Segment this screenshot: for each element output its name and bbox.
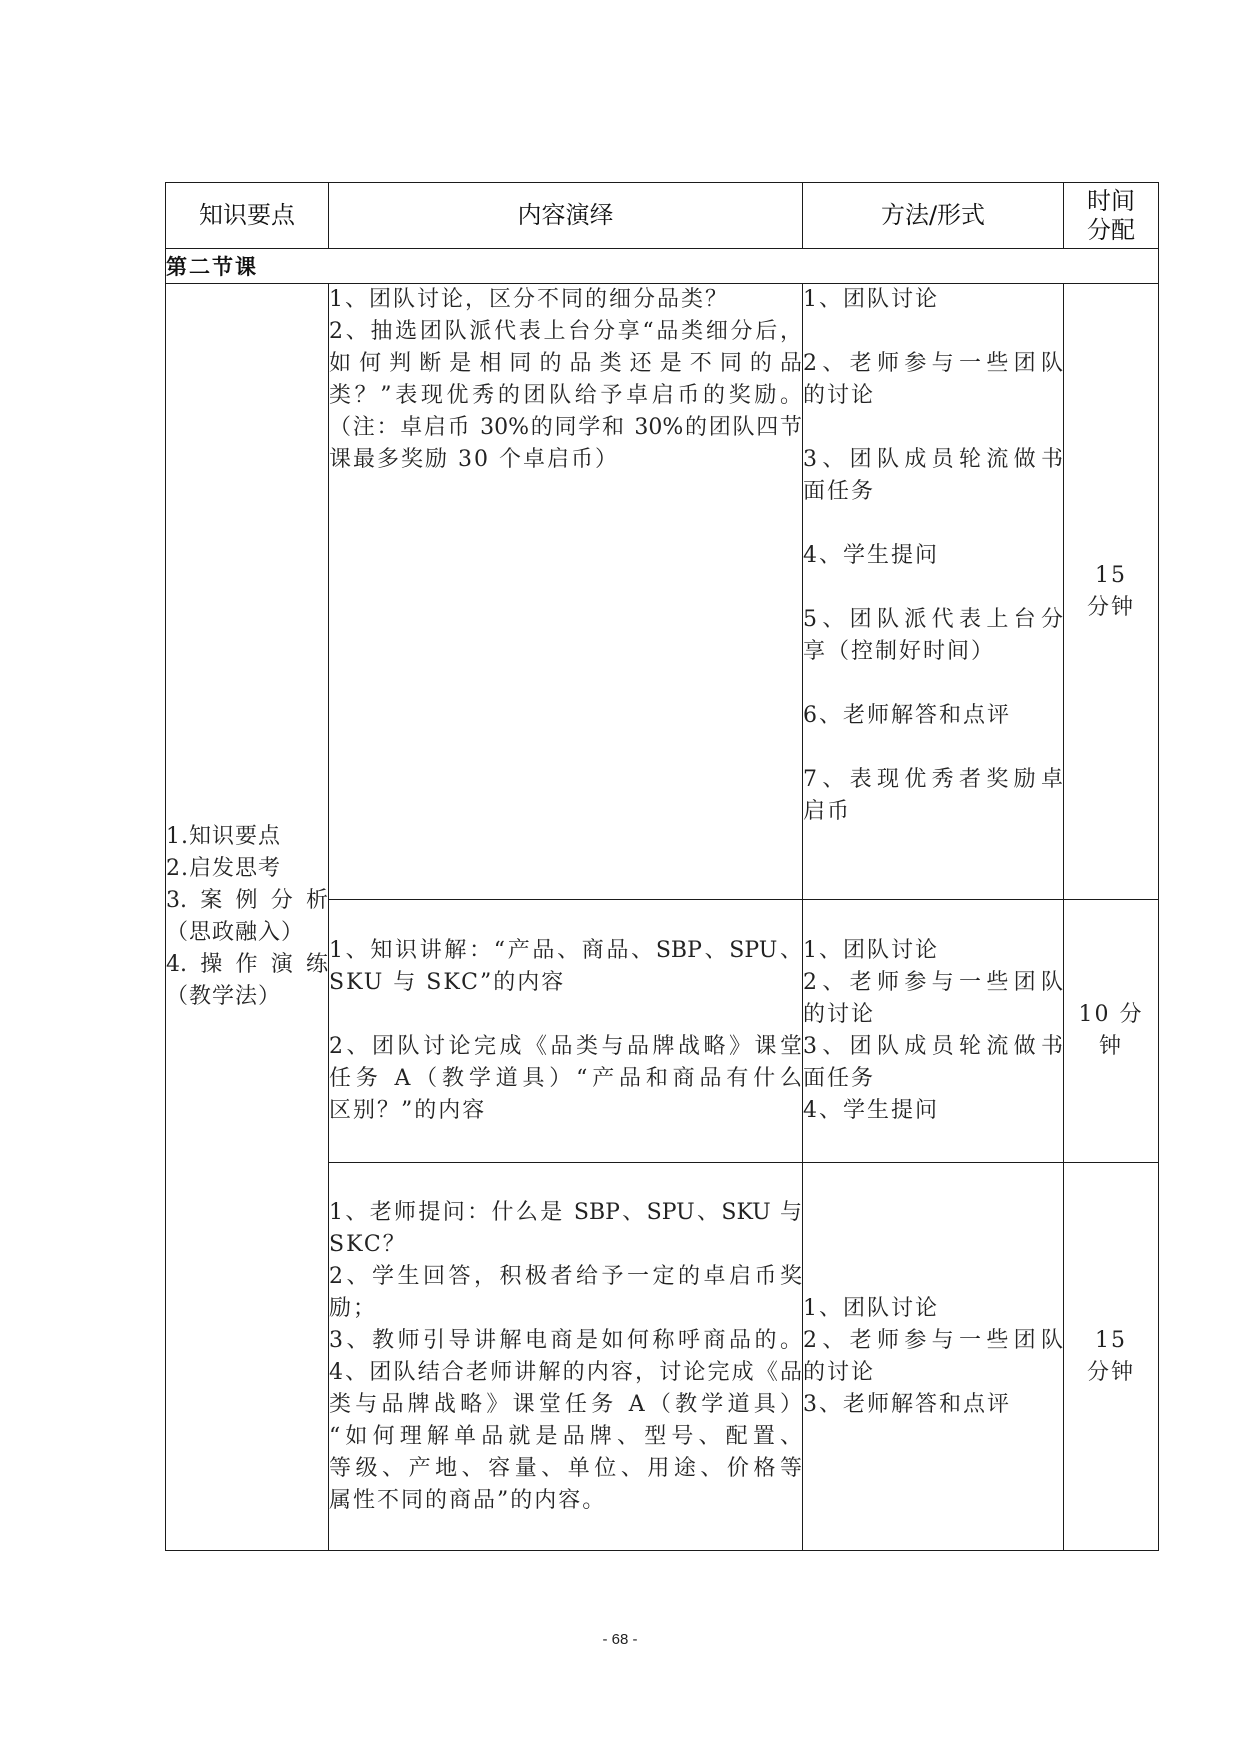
content-cell xyxy=(329,900,803,1163)
page-number: - 68 - xyxy=(602,1631,638,1648)
method-item xyxy=(803,1293,1063,1325)
header-time xyxy=(1064,183,1159,249)
content-line: “如何理解单品就是品牌、型号、配置、 xyxy=(329,1423,802,1449)
content-paragraph xyxy=(329,316,802,476)
content-line: 类？”表现优秀的团队给予卓启币的奖励。 xyxy=(329,383,802,408)
content-paragraph xyxy=(329,1031,802,1127)
method-line: 3、老师解答和点评 xyxy=(803,1391,1011,1417)
method-item xyxy=(803,967,1063,1031)
time-line: 15 xyxy=(1095,562,1127,588)
method-line: 7、表现优秀者奖励卓 xyxy=(803,767,1063,792)
content-paragraph xyxy=(329,935,802,999)
content-line: 2、团队讨论完成《品类与品牌战略》课堂 xyxy=(329,1034,802,1059)
method-line: 5、团队派代表上台分 xyxy=(803,607,1063,632)
method-cell xyxy=(803,900,1064,1163)
time-line: 15 xyxy=(1095,1327,1127,1353)
content-line: 类与品牌战略》课堂任务 A（教学道具） xyxy=(329,1391,802,1417)
content-paragraph xyxy=(329,1197,802,1261)
knowledge-point-line: 1.知识要点 xyxy=(166,824,281,849)
time-cell xyxy=(1064,900,1159,1163)
method-line: 面任务 xyxy=(803,479,876,504)
header-content: 内容演绎 xyxy=(329,183,803,249)
method-line: 享（控制好时间） xyxy=(803,639,996,664)
header-time-line: 分配 xyxy=(1087,215,1135,244)
content-cell xyxy=(329,1163,803,1551)
knowledge-point-line: 4.操作演练 xyxy=(166,952,328,977)
method-item xyxy=(803,1031,1063,1095)
method-item xyxy=(803,604,1063,668)
header-time-line: 时间 xyxy=(1087,186,1135,215)
method-line: 2、老师参与一些团队 xyxy=(803,970,1063,995)
header-method: 方法/形式 xyxy=(803,183,1064,249)
method-line: 1、团队讨论 xyxy=(803,1295,939,1321)
time-line: 分钟 xyxy=(1086,1359,1135,1385)
knowledge-point-line: （教学法） xyxy=(166,984,282,1009)
knowledge-point-line: 2.启发思考 xyxy=(166,856,281,881)
time-line: 10 分 xyxy=(1078,1002,1144,1027)
content-line: SKU 与 SKC”的内容 xyxy=(329,970,566,995)
content-line: 3、教师引导讲解电商是如何称呼商品的。 xyxy=(329,1327,802,1353)
knowledge-point-line: （思政融入） xyxy=(166,920,305,945)
method-line: 1、团队讨论 xyxy=(803,938,939,963)
content-paragraph xyxy=(329,1261,802,1325)
method-item xyxy=(803,700,1063,732)
method-item xyxy=(803,764,1063,828)
method-line: 的讨论 xyxy=(803,1002,876,1027)
time-line: 分钟 xyxy=(1086,594,1135,620)
content-line: 如何判断是相同的品类还是不同的品 xyxy=(329,351,802,376)
content-line: 2、学生回答，积极者给予一定的卓启币奖 xyxy=(329,1263,802,1289)
content-paragraph xyxy=(329,1325,802,1357)
method-line: 2、老师参与一些团队 xyxy=(803,1327,1063,1353)
method-cell xyxy=(803,284,1064,900)
method-item xyxy=(803,348,1063,412)
content-line: 1、老师提问：什么是 SBP、SPU、SKU 与 xyxy=(329,1199,802,1225)
content-line: 等级、产地、容量、单位、用途、价格等 xyxy=(329,1455,802,1481)
content-cell xyxy=(329,284,803,900)
method-line: 1、团队讨论 xyxy=(803,287,939,312)
content-line: 课最多奖励 30 个卓启币） xyxy=(329,447,619,472)
table-header-row xyxy=(166,183,1159,249)
method-line: 启币 xyxy=(803,799,852,824)
method-line: 的讨论 xyxy=(803,383,876,408)
content-line: SKC？ xyxy=(329,1231,407,1257)
table-row xyxy=(166,284,1159,900)
method-line: 3、团队成员轮流做书 xyxy=(803,447,1063,472)
method-cell xyxy=(803,1163,1064,1551)
content-paragraph xyxy=(329,1357,802,1517)
content-line: 4、团队结合老师讲解的内容，讨论完成《品 xyxy=(329,1359,802,1385)
section-row xyxy=(166,249,1159,284)
content-line: 任务 A（教学道具）“产品和商品有什么 xyxy=(329,1066,802,1091)
content-line: 1、知识讲解：“产品、商品、SBP、SPU、 xyxy=(329,938,802,963)
method-item xyxy=(803,1389,1063,1421)
method-item xyxy=(803,444,1063,508)
method-line: 2、老师参与一些团队 xyxy=(803,351,1063,376)
content-line: 区别？”的内容 xyxy=(329,1098,487,1123)
method-line: 6、老师解答和点评 xyxy=(803,703,1011,728)
method-line: 4、学生提问 xyxy=(803,1098,939,1123)
lesson-plan-table xyxy=(165,182,1159,1551)
method-item xyxy=(803,1325,1063,1389)
time-cell xyxy=(1064,284,1159,900)
method-item xyxy=(803,284,1063,316)
method-line: 3、团队成员轮流做书 xyxy=(803,1034,1063,1059)
content-paragraph xyxy=(329,284,802,316)
method-line: 面任务 xyxy=(803,1066,876,1091)
method-line: 的讨论 xyxy=(803,1359,876,1385)
content-line: （注：卓启币 30%的同学和 30%的团队四节 xyxy=(329,415,802,440)
content-line: 1、团队讨论，区分不同的细分品类？ xyxy=(329,287,729,312)
content-line: 属性不同的商品”的内容。 xyxy=(329,1487,607,1513)
section-title: 第二节课 xyxy=(166,249,1159,284)
content-line: 励； xyxy=(329,1295,378,1321)
header-knowledge-points: 知识要点 xyxy=(166,183,329,249)
method-line: 4、学生提问 xyxy=(803,543,939,568)
content-line: 2、抽选团队派代表上台分享“品类细分后， xyxy=(329,319,802,344)
method-item xyxy=(803,935,1063,967)
knowledge-points-cell xyxy=(166,284,329,1551)
time-cell xyxy=(1064,1163,1159,1551)
knowledge-point-line: 3.案例分析 xyxy=(166,888,328,913)
time-line: 钟 xyxy=(1098,1034,1123,1059)
method-item xyxy=(803,540,1063,572)
method-item xyxy=(803,1095,1063,1127)
